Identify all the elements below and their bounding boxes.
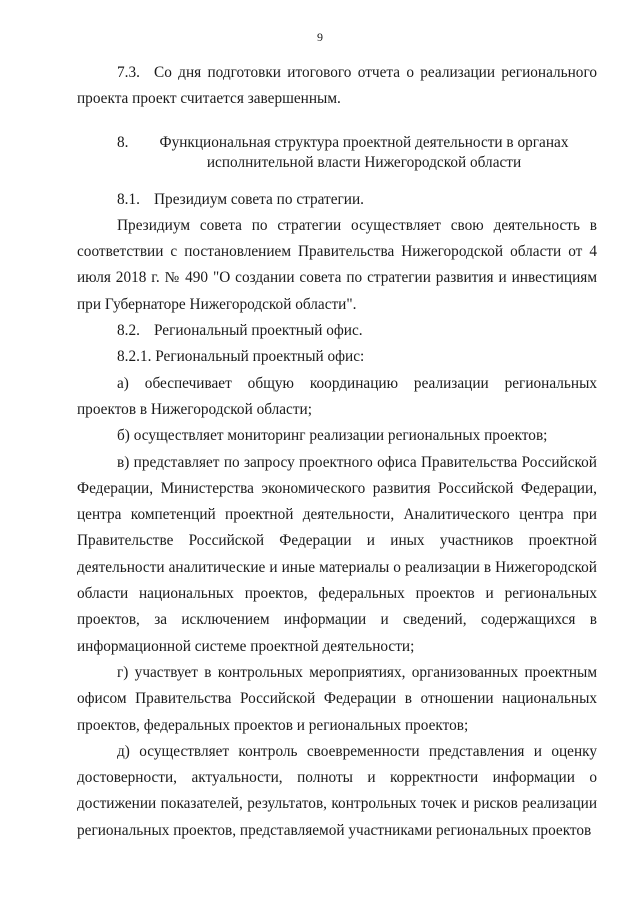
paragraph-text: Региональный проектный офис. xyxy=(154,322,363,340)
list-item-v: в) представляет по запросу проектного офиса Правительства Российской Федерации, Министерства экономического развития Российской Федерации, центра компетенций проектной деятельности, Аналитического центра при Правительстве Российской Федерации и иных участников проектной деятельности аналитические и иные материалы о реализации в Нижегородской области национальных проектов, федеральных проектов и региональных проектов, за исключением информации и сведений, содержащихся в информационной системе проектной деятельности; xyxy=(77,453,597,655)
section-heading-8 xyxy=(77,133,597,173)
section-number: 8. xyxy=(117,133,129,151)
page-number: 9 xyxy=(317,30,323,44)
item-number: 7.3. xyxy=(117,64,140,81)
paragraph-8-1-title xyxy=(77,187,597,213)
document-body xyxy=(77,60,597,844)
paragraph-text: Президиум совета по стратегии. xyxy=(154,190,364,208)
paragraph-7-3 xyxy=(77,60,597,113)
item-number: 8.2. xyxy=(117,322,140,340)
list-item-b: б) осуществляет мониторинг реализации региональных проектов; xyxy=(117,427,548,445)
paragraph-8-2-title xyxy=(77,318,597,344)
list-item-g: г) участвует в контрольных мероприятиях, организованных проектным офисом Правительства Российской Федерации в отношении национальных проектов, федеральных проектов и региональных проектов; xyxy=(77,663,597,734)
item-number: 8.1. xyxy=(117,190,140,208)
list-item-a: а) обеспечивает общую координацию реализации региональных проектов в Нижегородской области; xyxy=(77,374,597,418)
paragraph-8-1-text: Президиум совета по стратегии осуществляет свою деятельность в соответствии с постановлением Правительства Нижегородской области от 4 июля 2018 г. № 490 "О создании совета по стратегии развития и инвестициям при Губернаторе Нижегородской области". xyxy=(77,216,597,313)
paragraph-8-2-1-intro: 8.2.1. Региональный проектный офис: xyxy=(117,348,365,366)
list-item-d: д) осуществляет контроль своевременности представления и оценку достоверности, актуальности, полноты и корректности информации о достижении показателей, результатов, контрольных точек и рисков реализации региональных проектов, представляемой участниками региональных проектов xyxy=(77,742,597,839)
paragraph-text: Со дня подготовки итогового отчета о реализации регионального проекта проект считается завершенным. xyxy=(77,64,597,108)
section-title: Функциональная структура проектной деятельности в органах исполнительной власти Нижегородской области xyxy=(159,133,569,171)
